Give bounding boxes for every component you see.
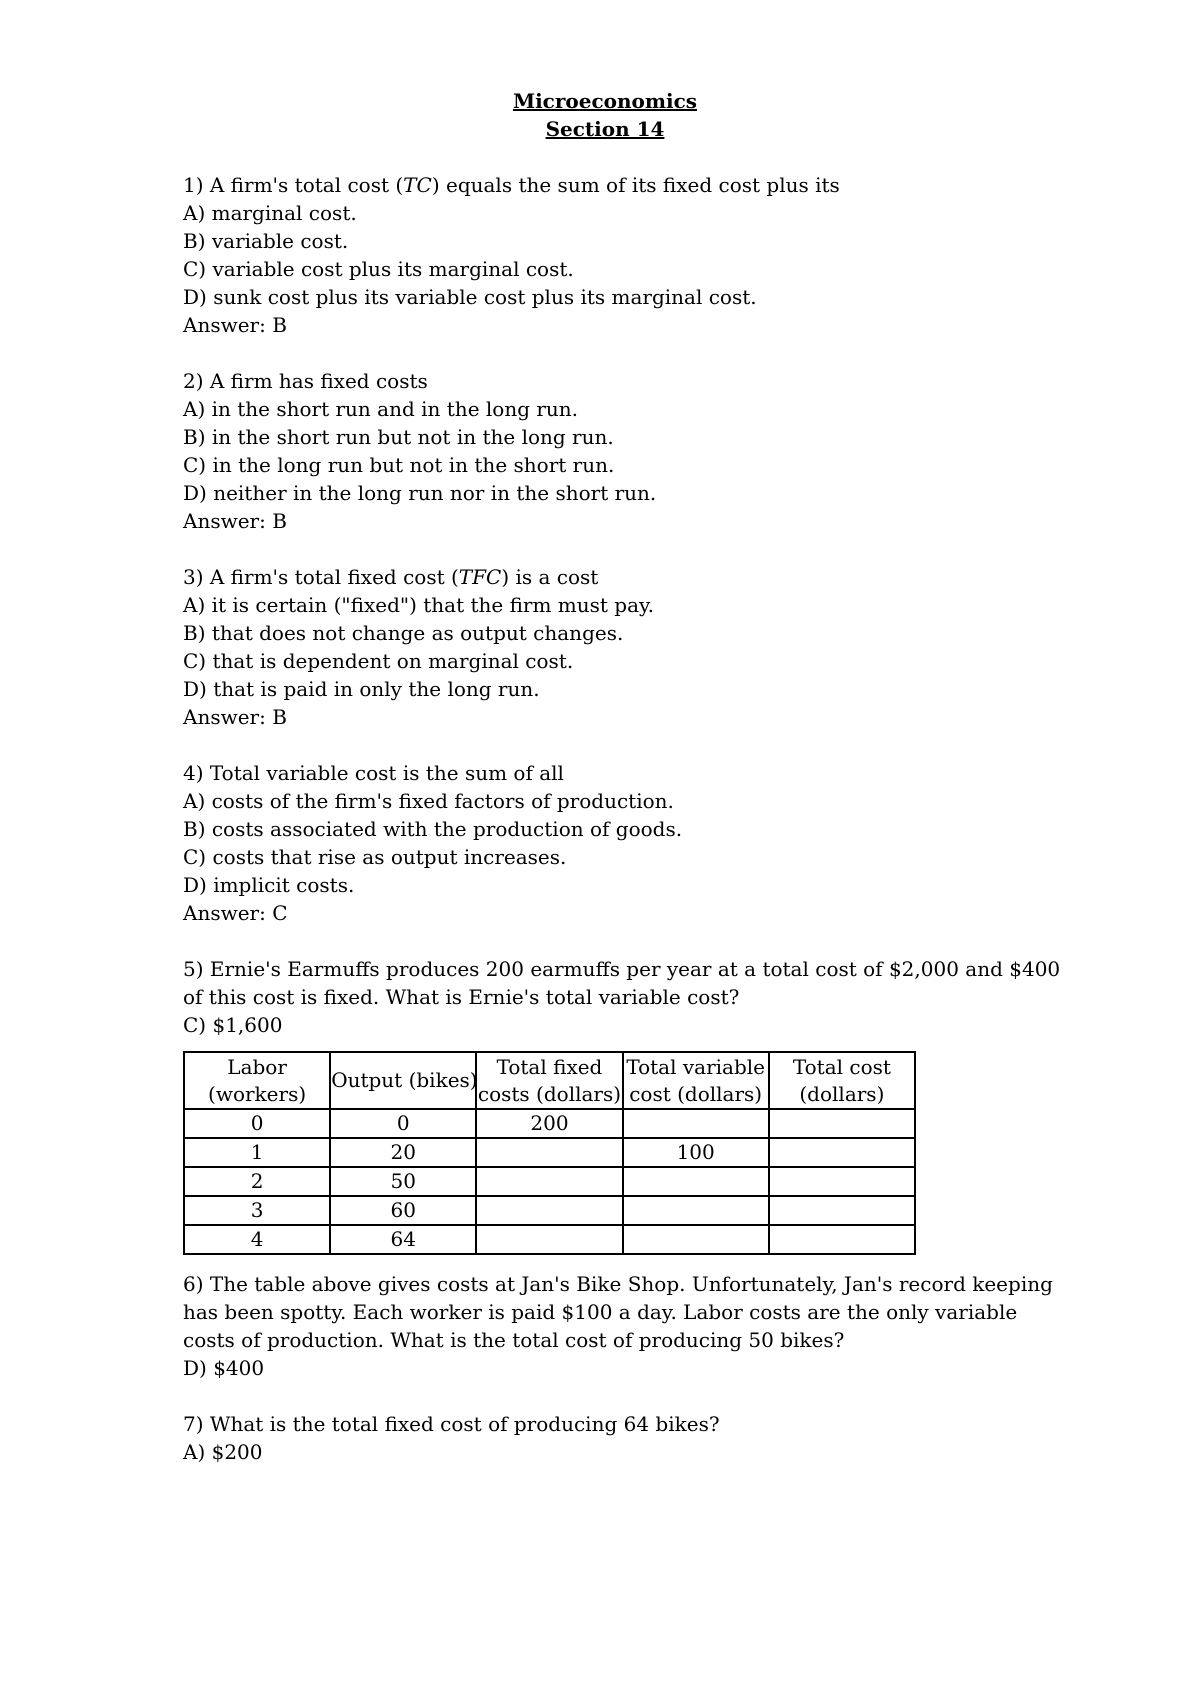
question-stem: 2) A firm has fixed costs [183, 369, 428, 393]
question-5 [183, 955, 1063, 1039]
answer-key: C) $1,600 [183, 1013, 283, 1037]
column-header-labor: Labor (workers) [184, 1052, 330, 1109]
answer-option: A) marginal cost. [183, 201, 357, 225]
table-cell [476, 1138, 622, 1167]
answer-option: D) that is paid in only the long run. [183, 677, 540, 701]
table-row [184, 1225, 915, 1254]
table-cell: 2 [184, 1167, 330, 1196]
answer-option: A) in the short run and in the long run. [183, 397, 579, 421]
table-cell: 60 [330, 1196, 476, 1225]
answer-option: D) implicit costs. [183, 873, 355, 897]
table-row [184, 1196, 915, 1225]
table-cell [623, 1167, 769, 1196]
table-cell: 100 [623, 1138, 769, 1167]
question-stem: 7) What is the total fixed cost of producing 64 bikes? [183, 1412, 720, 1436]
answer-key: A) $200 [183, 1440, 263, 1464]
table-cell: 1 [184, 1138, 330, 1167]
table-cell: 50 [330, 1167, 476, 1196]
table-cell: 4 [184, 1225, 330, 1254]
table-cell: 0 [330, 1109, 476, 1138]
question-stem: of this cost is fixed. What is Ernie's total variable cost? [183, 985, 740, 1009]
column-header-total-cost: Total cost (dollars) [769, 1052, 915, 1109]
question-stem: 5) Ernie's Earmuffs produces 200 earmuffs per year at a total cost of $2,000 and $400 [183, 957, 1061, 981]
table-cell: 64 [330, 1225, 476, 1254]
column-header-total-fixed-costs: Total fixed costs (dollars) [476, 1052, 622, 1109]
answer-key: Answer: B [183, 313, 287, 337]
table-row [184, 1167, 915, 1196]
table-cell [769, 1109, 915, 1138]
question-stem: 4) Total variable cost is the sum of all [183, 761, 564, 785]
table-row [184, 1109, 915, 1138]
table-cell [476, 1167, 622, 1196]
table-cell [623, 1196, 769, 1225]
answer-option: B) that does not change as output changes. [183, 621, 624, 645]
table-cell [769, 1138, 915, 1167]
answer-key: Answer: B [183, 509, 287, 533]
question-stem: 6) The table above gives costs at Jan's Bike Shop. Unfortunately, Jan's record keeping [183, 1272, 1053, 1296]
column-header-total-variable-cost: Total variable cost (dollars) [623, 1052, 769, 1109]
column-header-output: Output (bikes) [330, 1052, 476, 1109]
table-row [184, 1138, 915, 1167]
question-7 [183, 1410, 1063, 1466]
answer-option: A) it is certain ("fixed") that the firm must pay. [183, 593, 655, 617]
answer-option: D) neither in the long run nor in the short run. [183, 481, 657, 505]
answer-option: C) that is dependent on marginal cost. [183, 649, 574, 673]
question-2 [183, 367, 1063, 535]
table-cell: 3 [184, 1196, 330, 1225]
question-stem: 3) A firm's total fixed cost (TFC) is a cost [183, 565, 599, 589]
answer-option: B) in the short run but not in the long run. [183, 425, 614, 449]
question-stem: costs of production. What is the total cost of producing 50 bikes? [183, 1328, 845, 1352]
answer-option: C) costs that rise as output increases. [183, 845, 567, 869]
answer-option: A) costs of the firm's fixed factors of production. [183, 789, 674, 813]
question-3 [183, 563, 1063, 731]
bike-shop-cost-table [183, 1051, 916, 1255]
question-stem: 1) A firm's total cost (TC) equals the sum of its fixed cost plus its [183, 173, 840, 197]
document-subtitle: Section 14 [545, 117, 665, 141]
question-stem: has been spotty. Each worker is paid $100 a day. Labor costs are the only variable [183, 1300, 1018, 1324]
table-header-row [184, 1052, 915, 1109]
table-cell [769, 1225, 915, 1254]
table-cell [769, 1167, 915, 1196]
table-cell [476, 1196, 622, 1225]
question-1 [183, 171, 1063, 339]
answer-option: C) variable cost plus its marginal cost. [183, 257, 574, 281]
question-6 [183, 1270, 1063, 1382]
answer-key: Answer: C [183, 901, 288, 925]
question-4 [183, 759, 1063, 927]
table-cell [476, 1225, 622, 1254]
document-title: Microeconomics [512, 89, 698, 113]
table-cell: 20 [330, 1138, 476, 1167]
answer-key: D) $400 [183, 1356, 265, 1380]
table-cell [623, 1225, 769, 1254]
table-cell [623, 1109, 769, 1138]
table-cell: 200 [476, 1109, 622, 1138]
answer-option: B) variable cost. [183, 229, 349, 253]
table-cell [769, 1196, 915, 1225]
answer-key: Answer: B [183, 705, 287, 729]
document-body [183, 171, 1063, 1494]
answer-option: C) in the long run but not in the short run. [183, 453, 615, 477]
answer-option: D) sunk cost plus its variable cost plus its marginal cost. [183, 285, 757, 309]
table-cell: 0 [184, 1109, 330, 1138]
answer-option: B) costs associated with the production of goods. [183, 817, 683, 841]
